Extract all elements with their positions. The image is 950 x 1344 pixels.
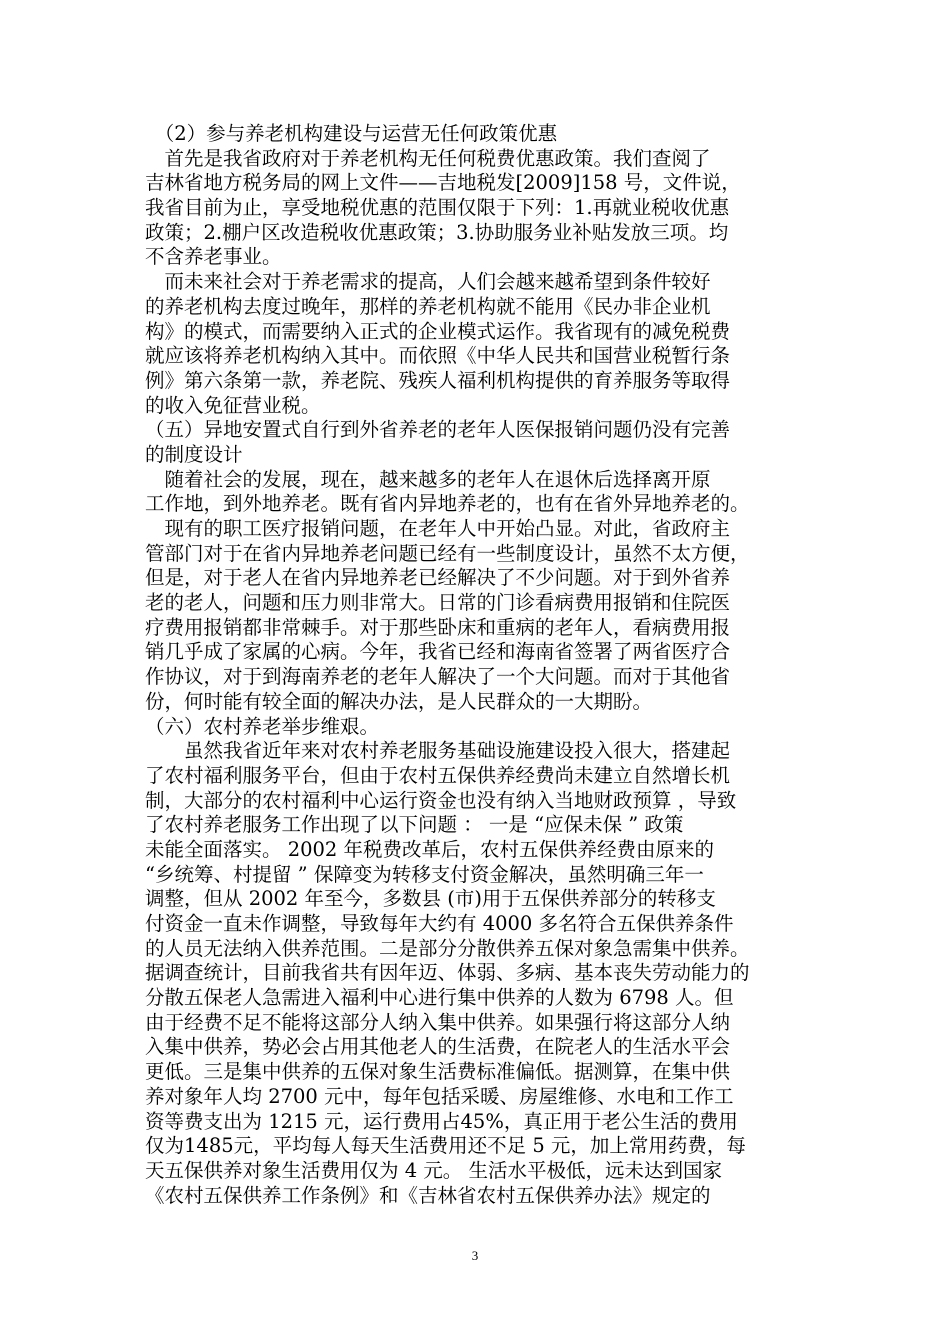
text-line: 份，何时能有较全面的解决办法，是人民群众的一大期盼。 — [145, 689, 653, 713]
text-line: 制，大部分的农村福利中心运行资金也没有纳入当地财政预算 ，导致 — [145, 788, 737, 812]
section-heading: （五）异地安置式自行到外省养老的老年人医保报销问题仍没有完善 — [145, 418, 731, 442]
text-line: 随着社会的发展，现在，越来越多的老年人在退休后选择离开原 — [145, 467, 711, 491]
text-line: 《农村五保供养工作条例》和《吉林省农村五保供养办法》规定的 — [145, 1183, 711, 1207]
text-line: 据调查统计，目前我省共有因年迈、体弱、多病、基本丧失劳动能力的 — [145, 961, 750, 985]
text-line: 销几乎成了家属的心病。今年，我省已经和海南省签署了两省医疗合 — [145, 640, 731, 664]
text-line: 管部门对于在省内异地养老问题已经有一些制度设计，虽然不太方便， — [145, 541, 750, 565]
section-heading: （六）农村养老举步维艰。 — [145, 714, 380, 738]
text-line: 天五保供养对象生活费用仅为 4 元。 生活水平极低，远未达到国家 — [145, 1158, 723, 1182]
page-number: 3 — [471, 1248, 479, 1263]
text-line: 入集中供养，势必会占用其他老人的生活费，在院老人的生活水平会 — [145, 1035, 731, 1059]
text-line: 疗费用报销都非常棘手。对于那些卧床和重病的老年人，看病费用报 — [145, 615, 731, 639]
text-line: 而未来社会对于养老需求的提高，人们会越来越希望到条件较好 — [145, 270, 711, 294]
text-line: 老的老人，问题和压力则非常大。日常的门诊看病费用报销和住院医 — [145, 591, 731, 615]
text-line: 但是，对于老人在省内异地养老已经解决了不少问题。对于到外省养 — [145, 566, 731, 590]
text-line: 构》的模式，而需要纳入正式的企业模式运作。我省现有的减免税费 — [145, 319, 731, 343]
text-line: 政策；2.棚户区改造税收优惠政策；3.协助服务业补贴发放三项。均 — [145, 220, 729, 244]
text-line: 首先是我省政府对于养老机构无任何税费优惠政策。我们查阅了 — [145, 146, 711, 170]
text-line: 虽然我省近年来对农村养老服务基础设施建设投入很大，搭建起 — [145, 739, 731, 763]
text-line: 了农村福利服务平台，但由于农村五保供养经费尚未建立自然增长机 — [145, 763, 731, 787]
text-line: 不含养老事业。 — [145, 245, 282, 269]
text-line: 就应该将养老机构纳入其中。而依照《中华人民共和国营业税暂行条 — [145, 344, 731, 368]
text-line: 我省目前为止，享受地税优惠的范围仅限于下列：1.再就业税收优惠 — [145, 196, 730, 220]
text-line: 由于经费不足不能将这部分人纳入集中供养。如果强行将这部分人纳 — [145, 1010, 731, 1034]
text-line: （2）参与养老机构建设与运营无任何政策优惠 — [145, 122, 558, 145]
section-heading: 的制度设计 — [145, 442, 243, 466]
text-line: 的收入免征营业税。 — [145, 393, 321, 417]
text-line: 更低。三是集中供养的五保对象生活费标准偏低。据测算，在集中供 — [145, 1060, 731, 1084]
text-line: 了农村养老服务工作出现了以下问题 ： 一是 “应保未保 ” 政策 — [145, 813, 684, 837]
text-line: 未能全面落实。 2002 年税费改革后，农村五保供养经费由原来的 — [145, 837, 715, 861]
text-line: 仅为1485元，平均每人每天生活费用还不足 5 元，加上常用药费，每 — [145, 1134, 746, 1158]
text-line: 作协议，对于到海南养老的老年人解决了一个大问题。而对于其他省 — [145, 665, 731, 689]
text-line: 的养老机构去度过晚年，那样的养老机构就不能用《民办非企业机 — [145, 294, 711, 318]
text-line: 现有的职工医疗报销问题，在老年人中开始凸显。对此，省政府主 — [145, 517, 731, 540]
text-line: 付资金一直未作调整，导致每年大约有 4000 多名符合五保供养条件 — [145, 912, 734, 935]
text-line: 工作地，到外地养老。既有省内异地养老的，也有在省外异地养老的。 — [145, 492, 750, 516]
text-line: 养对象年人均 2700 元中，每年包括采暖、房屋维修、水电和工作工 — [145, 1084, 734, 1108]
text-line: 吉林省地方税务局的网上文件——吉地税发[2009]158 号，文件说， — [145, 171, 741, 195]
text-line: 分散五保老人急需进入福利中心进行集中供养的人数为 6798 人。但 — [145, 986, 734, 1010]
text-line: 资等费支出为 1215 元，运行费用占45%，真正用于老公生活的费用 — [145, 1109, 738, 1133]
text-line: 例》第六条第一款，养老院、残疾人福利机构提供的育养服务等取得 — [145, 368, 731, 392]
text-line: 调整，但从 2002 年至今，多数县 (市)用于五保供养部分的转移支 — [145, 887, 716, 911]
text-line: 的人员无法纳入供养范围。二是部分分散供养五保对象急需集中供养。 — [145, 936, 750, 960]
body-text — [145, 122, 813, 1208]
text-line: “乡统筹、村提留 ” 保障变为转移支付资金解决，虽然明确三年一 — [145, 862, 704, 886]
